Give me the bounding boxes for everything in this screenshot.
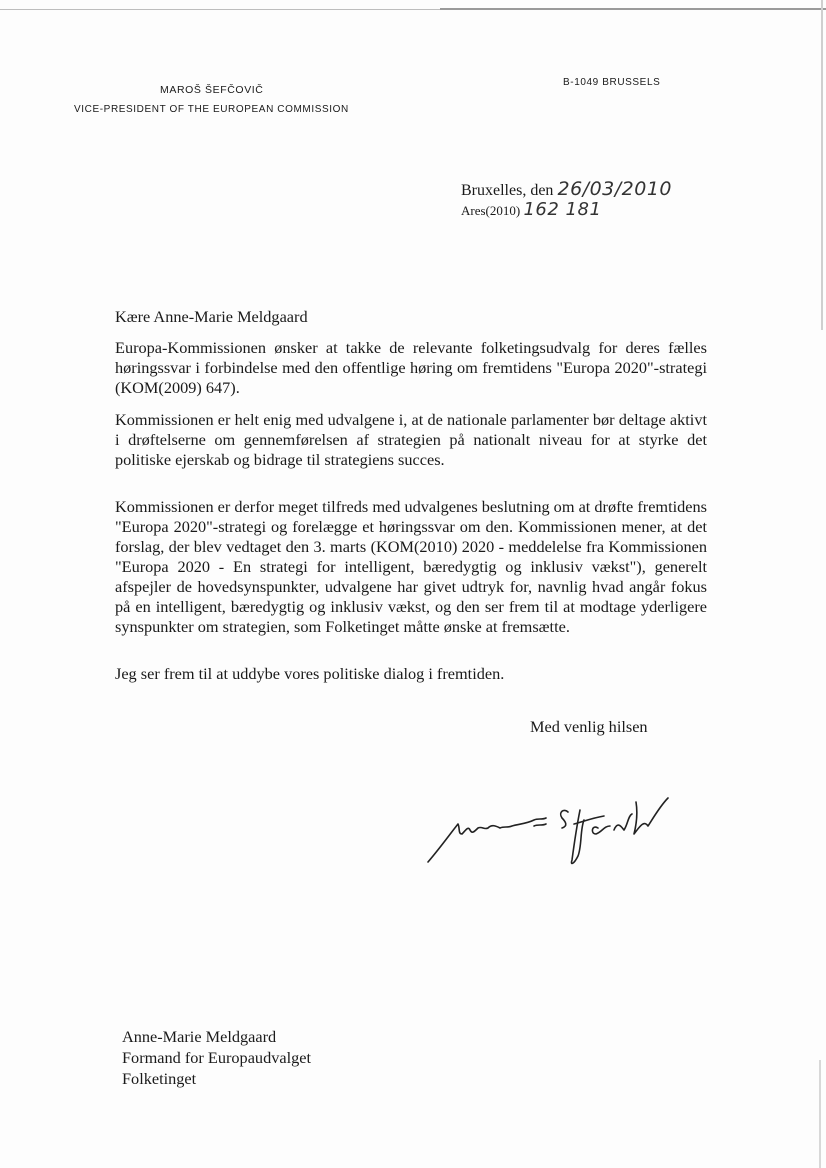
salutation: Kære Anne-Marie Meldgaard [115,307,308,326]
body-paragraph: Jeg ser frem til at uddybe vores politiske dialog i fremtiden. [115,664,505,683]
body-paragraph: Kommissionen er helt enig med udvalgene i, at de nationale parlamenter bør deltage aktivt i drøftelserne om gennemførelsen af strategien på nationalt niveau for at styrke det politiske ejerskab og bidrage til strategiens succes. [115,410,707,469]
sender-role: VICE-PRESIDENT OF THE EUROPEAN COMMISSION [74,104,349,115]
recipient-address [122,1026,311,1089]
dateline [461,178,672,200]
recipient-organization: Folketinget [122,1069,197,1088]
sender-address: B-1049 BRUSSELS [563,77,661,88]
recipient-title: Formand for Europaudvalget [122,1048,311,1067]
handwritten-reference: 162 181 [523,199,602,220]
dateline-place: Bruxelles, den [461,182,554,199]
sender-name: MAROŠ ŠEFČOVIČ [160,84,264,96]
scan-edge-line [821,0,823,330]
recipient-name: Anne-Marie Meldgaard [122,1027,277,1046]
handwritten-date: 26/03/2010 [557,178,673,200]
scan-edge-line [440,8,826,10]
scan-edge-line [819,1060,821,1168]
closing: Med venlig hilsen [530,717,648,736]
body-paragraph: Kommissionen er derfor meget tilfreds med udvalgenes beslutning om at drøfte fremtidens "Europa 2020"-strategi og forelægge et høringssvar om den. Kommissionen mener, at det forslag, der blev vedtaget den 3. marts (KOM(2010) 2020 - meddelelse fra Kommissionen "Europa 2020 - En strategi for intelligent, bæredygtig og inklusiv vækst"), generelt afspejler de hovedsynspunkter, udvalgene har givet udtryk for, navnlig hvad angår fokus på en intelligent, bæredygtig og inklusiv vækst, og den ser frem til at modtage yderligere synspunkter om strategien, som Folketinget måtte ønske at fremsætte. [115,497,707,636]
handwritten-signature [422,790,682,870]
reference-number [461,199,601,220]
reference-label: Ares(2010) [461,203,521,218]
body-paragraph: Europa-Kommissionen ønsker at takke de relevante folketingsudvalg for deres fælles høringssvar i forbindelse med den offentlige høring om fremtidens "Europa 2020"-strategi (KOM(2009) 647). [115,338,707,397]
